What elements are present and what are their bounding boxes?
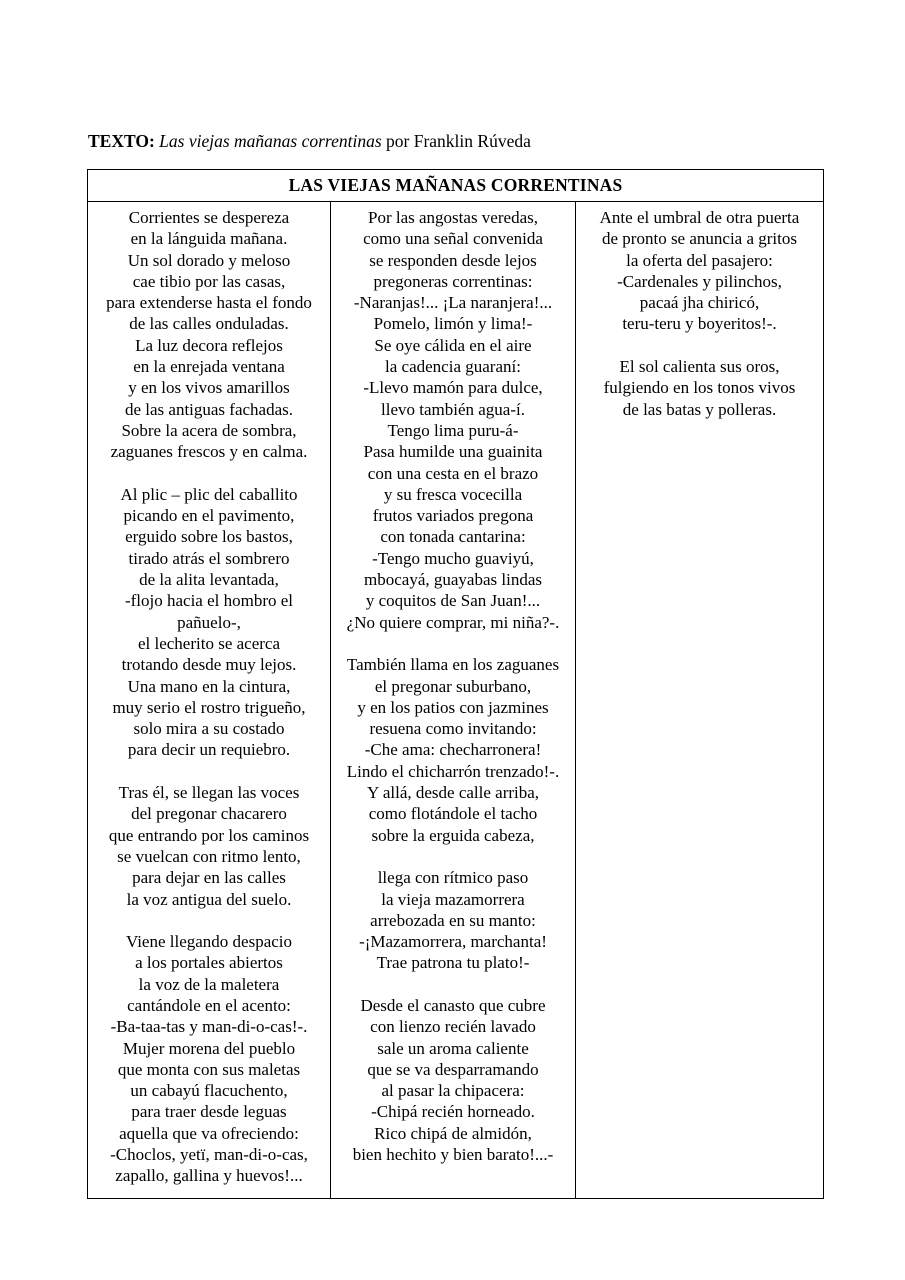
poem-line: Y allá, desde calle arriba, [366,783,540,803]
poem-line: con lienzo recién lavado [370,1017,536,1037]
header-byline: por Franklin Rúveda [386,131,531,151]
poem-line: La luz decora reflejos [135,335,283,355]
poem-line: sobre la erguida cabeza, [371,825,535,845]
poem-line: como una señal convenida [363,229,543,249]
poem-line: en la enrejada ventana [133,357,285,377]
poem-table-body [88,202,823,1198]
poem-line: llevo también agua-í. [381,399,525,419]
poem-line [90,463,328,484]
poem-line: Desde el canasto que cubre [360,995,546,1015]
poem-line: tirado atrás el sombrero [128,548,290,568]
poem-line: el pregonar suburbano, [374,676,532,696]
poem-line: la cadencia guaraní: [385,357,521,377]
poem-line: sale un aroma caliente [377,1038,529,1058]
poem-line: para extenderse hasta el fondo [106,293,312,313]
poem-line: Lindo el chicharrón trenzado!-. [346,761,560,781]
poem-line: trotando desde muy lejos. [121,655,297,675]
poem-line [333,974,573,995]
poem-line: y coquitos de San Juan!... [365,591,541,611]
poem-line: llega con rítmico paso [377,868,529,888]
poem-line: se responden desde lejos [369,250,537,270]
poem-line: a los portales abiertos [135,953,283,973]
poem-line: el lecherito se acerca [137,633,281,653]
poem-column-1 [88,202,330,1198]
poem-line [90,761,328,782]
poem-line: la vieja mazamorrera [381,889,525,909]
poem-line [578,335,821,356]
poem-line: -Naranjas!... ¡La naranjera!... [353,293,553,313]
poem-line: zaguanes frescos y en calma. [110,442,308,462]
poem-line: Una mano en la cintura, [127,676,291,696]
poem-line: pregoneras correntinas: [373,271,533,291]
poem-line: aquella que va ofreciendo: [119,1123,299,1143]
poem-line: que monta con sus maletas [117,1059,301,1079]
poem-line: Corrientes se despereza [128,208,290,227]
poem-table-title: LAS VIEJAS MAÑANAS CORRENTINAS [88,170,823,202]
poem-line: cantándole en el acento: [127,995,291,1015]
poem-line [333,846,573,867]
poem-line: en la lánguida mañana. [130,229,288,249]
poem-line: -Tengo mucho guaviyú, [372,548,534,568]
poem-line: erguido sobre los bastos, [125,527,293,547]
poem-line: resuena como invitando: [369,719,537,739]
poem-line: de las batas y polleras. [622,399,777,419]
poem-line: Sobre la acera de sombra, [121,420,297,440]
poem-line: Mujer morena del pueblo [122,1038,296,1058]
poem-line: Un sol dorado y meloso [127,250,291,270]
poem-line: Se oye cálida en el aire [374,335,532,355]
poem-line: -¡Mazamorrera, marchanta! [359,932,547,952]
poem-line: un cabayú flacuchento, [130,1081,288,1101]
poem-line: cae tibio por las casas, [132,271,286,291]
poem-line: -Llevo mamón para dulce, [363,378,543,398]
poem-line: que entrando por los caminos [108,825,310,845]
poem-line: mbocayá, guayabas lindas [364,570,542,590]
poem-line: Por las angostas veredas, [368,208,538,227]
poem-line: teru-teru y boyeritos!-. [622,314,777,334]
poem-line: Tras él, se llegan las voces [118,783,300,803]
poem-line: fulgiendo en los tonos vivos [603,378,796,398]
poem-line: se vuelcan con ritmo lento, [117,846,301,866]
poem-line: frutos variados pregona [372,506,534,526]
poem-line: la voz antigua del suelo. [126,889,292,909]
poem-line: Viene llegando despacio [125,932,293,952]
poem-line: para decir un requiebro. [127,740,291,760]
poem-line: El sol calienta sus oros, [619,357,780,377]
poem-line: la voz de la maletera [138,974,280,994]
poem-line: y en los vivos amarillos [128,378,290,398]
poem-line: con tonada cantarina: [380,527,526,547]
poem-line: Pomelo, limón y lima!- [373,314,533,334]
poem-line: de la alita levantada, [139,570,279,590]
poem-line: Tengo lima puru-á- [387,420,519,440]
poem-line: Al plic – plic del caballito [120,484,298,504]
poem-line: y en los patios con jazmines [357,697,549,717]
poem-line: como flotándole el tacho [368,804,538,824]
poem-line: -flojo hacia el hombro el [124,591,294,611]
poem-line: bien hechito y bien barato!...- [352,1145,554,1165]
poem-line: de las antiguas fachadas. [124,399,294,419]
header-label: TEXTO: [88,131,155,151]
poem-column-3 [575,202,823,1198]
poem-line: -Choclos, yetï, man-di-o-cas, [110,1145,308,1165]
poem-line: -Chipá recién horneado. [371,1102,535,1122]
poem-line: arrebozada en su manto: [370,910,536,930]
poem-line: -Cardenales y pilinchos, [617,271,782,291]
poem-line: picando en el pavimento, [123,506,295,526]
poem-line: para traer desde leguas [131,1102,287,1122]
poem-line [90,910,328,931]
poem-line: Rico chipá de almidón, [374,1123,532,1143]
poem-line: la oferta del pasajero: [626,250,773,270]
poem-line: También llama en los zaguanes [346,655,560,675]
poem-line: y su fresca vocecilla [383,484,523,504]
poem-line: pacaá jha chiricó, [639,293,760,313]
poem-line: del pregonar chacarero [131,804,287,824]
poem-line: -Che ama: checharronera! [364,740,542,760]
poem-line: Trae patrona tu plato!- [376,953,530,973]
poem-table [87,169,824,1199]
poem-line: solo mira a su costado [133,719,285,739]
poem-column-2 [330,202,575,1198]
poem-line [333,633,573,654]
document-header [88,130,531,152]
poem-line: Ante el umbral de otra puerta [599,208,800,227]
poem-line: al pasar la chipacera: [381,1081,525,1101]
poem-line: -Ba-taa-tas y man-di-o-cas!-. [110,1017,308,1037]
poem-line: pañuelo-, [177,612,241,632]
poem-line: ¿No quiere comprar, mi niña?-. [346,612,560,632]
poem-line: muy serio el rostro trigueño, [112,697,306,717]
header-work-title: Las viejas mañanas correntinas [159,131,382,151]
poem-line: con una cesta en el brazo [367,463,539,483]
poem-line: que se va desparramando [367,1059,539,1079]
poem-line: zapallo, gallina y huevos!... [115,1166,303,1186]
poem-line: de pronto se anuncia a gritos [602,229,797,249]
poem-line: para dejar en las calles [132,868,286,888]
poem-line: de las calles onduladas. [129,314,289,334]
poem-line: Pasa humilde una guainita [363,442,543,462]
